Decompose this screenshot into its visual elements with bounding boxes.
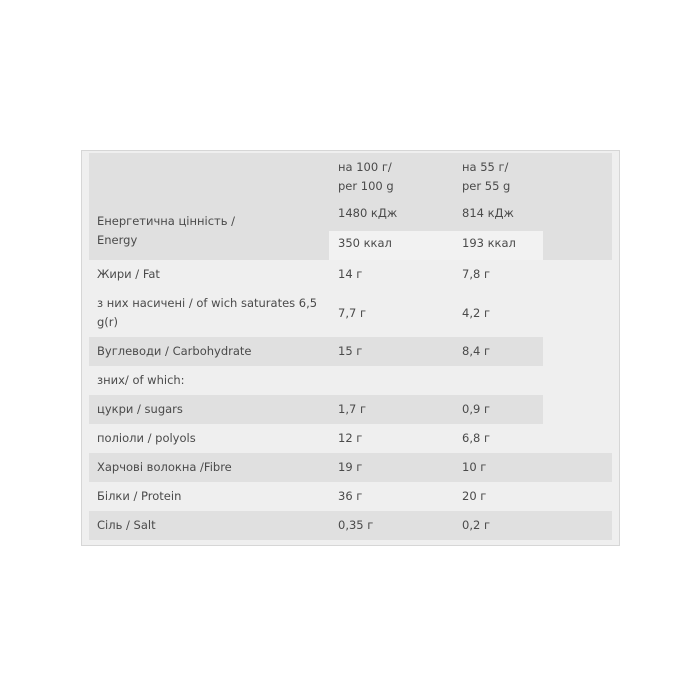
row-label: поліоли / polyols (97, 431, 196, 445)
table-row-protein (89, 482, 612, 511)
row-label: зних/ of which: (97, 373, 185, 387)
table-row-of-which (89, 366, 612, 395)
table-row-saturates (89, 289, 612, 337)
header-per55-line1: на 55 г/ (462, 160, 509, 174)
energy-kcal-per55: 193 ккал (462, 236, 516, 250)
row-label: Білки / Protein (97, 489, 182, 503)
header-empty-cell (543, 153, 612, 260)
energy-label-line2: Energy (97, 233, 138, 247)
row-value-per100: 19 г (338, 460, 363, 474)
row-value-per55: 4,2 г (462, 305, 490, 320)
energy-kj-per100: 1480 кДж (338, 206, 398, 220)
table-row-fibre (89, 453, 612, 482)
row-label: з них насичені / of wich saturates 6,5 g(r) (97, 296, 318, 329)
energy-label (97, 212, 317, 250)
table-row-salt (89, 511, 612, 540)
header-per100-line1: на 100 г/ (338, 160, 392, 174)
energy-kj-per55: 814 кДж (462, 206, 514, 220)
energy-label-line1: Енергетична цінність / (97, 214, 236, 228)
table-header-energy-block (89, 153, 612, 260)
table-row-sugars (89, 395, 612, 424)
column-header-per-55g (462, 158, 510, 196)
row-label: Харчові волокна /Fibre (97, 460, 232, 474)
row-value-per100: 1,7 г (338, 402, 366, 416)
row-value-per55: 0,2 г (462, 518, 490, 532)
row-value-per100: 14 г (338, 267, 363, 281)
row-value-per55: 10 г (462, 460, 487, 474)
header-per100-line2: per 100 g (338, 179, 394, 193)
row-value-per100: 12 г (338, 431, 363, 445)
row-label: Жири / Fat (97, 267, 160, 281)
row-label: цукри / sugars (97, 402, 183, 416)
header-per55-line2: per 55 g (462, 179, 511, 193)
row-label: Вуглеводи / Carbohydrate (97, 344, 252, 358)
table-row-polyols (89, 424, 612, 453)
row-value-per100: 36 г (338, 489, 363, 503)
row-value-per100: 7,7 г (338, 305, 366, 320)
energy-kcal-per100: 350 ккал (338, 236, 392, 250)
row-value-per55: 8,4 г (462, 344, 490, 358)
row-value-per55: 20 г (462, 489, 487, 503)
row-value-per55: 0,9 г (462, 402, 490, 416)
row-value-per100: 15 г (338, 344, 363, 358)
nutrition-table (89, 153, 612, 540)
row-label: Сіль / Salt (97, 518, 156, 532)
row-value-per55: 7,8 г (462, 267, 490, 281)
table-row-fat (89, 260, 612, 289)
row-value-per100: 0,35 г (338, 518, 374, 532)
table-row-carbohydrate (89, 337, 612, 366)
column-header-per-100g (338, 158, 394, 196)
row-value-per55: 6,8 г (462, 431, 490, 445)
